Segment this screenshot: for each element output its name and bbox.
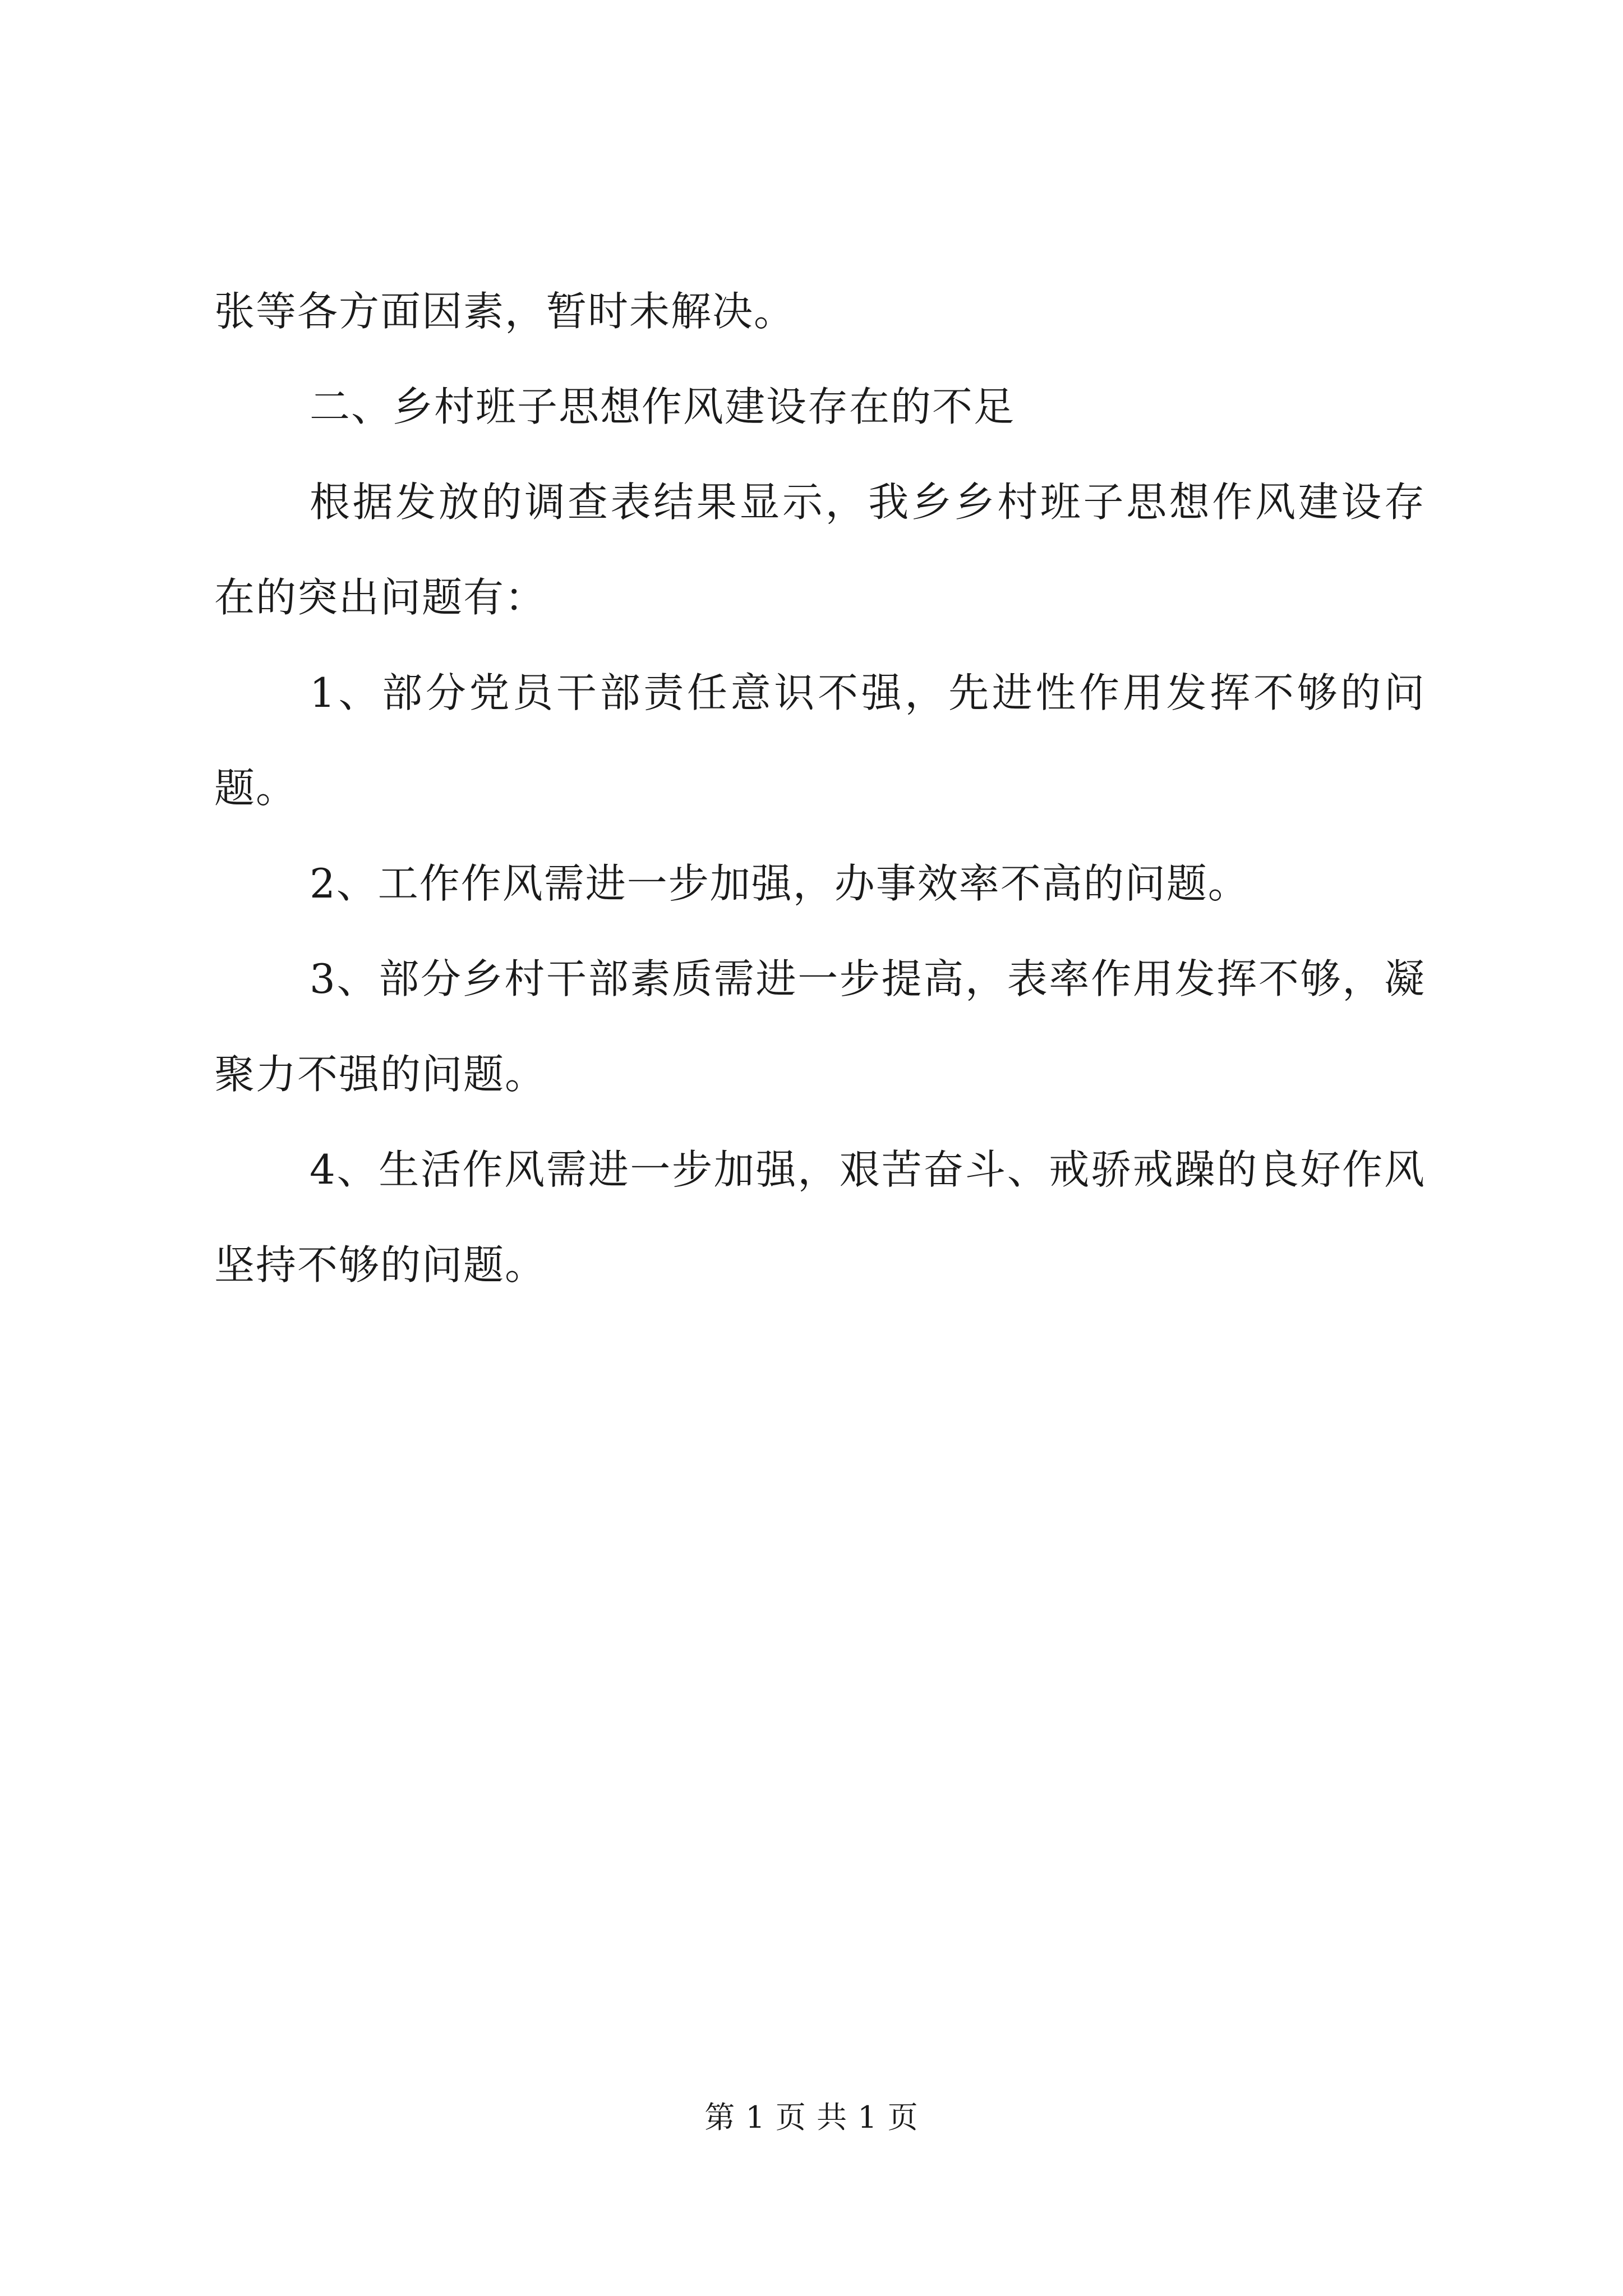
list-item-3: 3、部分乡村干部素质需进一步提高，表率作用发挥不够，凝聚力不强的问题。	[214, 955, 1426, 1098]
paragraph-intro: 根据发放的调查表结果显示，我乡乡村班子思想作风建设存在的突出问题有：	[214, 478, 1426, 621]
document-body	[214, 264, 1426, 1313]
section-heading: 二、乡村班子思想作风建设存在的不足	[310, 383, 1016, 430]
page-footer: 第 1 页 共 1 页	[704, 2100, 919, 2135]
list-item-2: 2、工作作风需进一步加强，办事效率不高的问题。	[310, 860, 1249, 907]
paragraph-continuation: 张等各方面因素，暂时未解决。	[214, 288, 796, 335]
list-item-1: 1、部分党员干部责任意识不强，先进性作用发挥不够的问题。	[214, 669, 1426, 812]
list-item-4: 4、生活作风需进一步加强，艰苦奋斗、戒骄戒躁的良好作风坚持不够的问题。	[214, 1146, 1426, 1289]
